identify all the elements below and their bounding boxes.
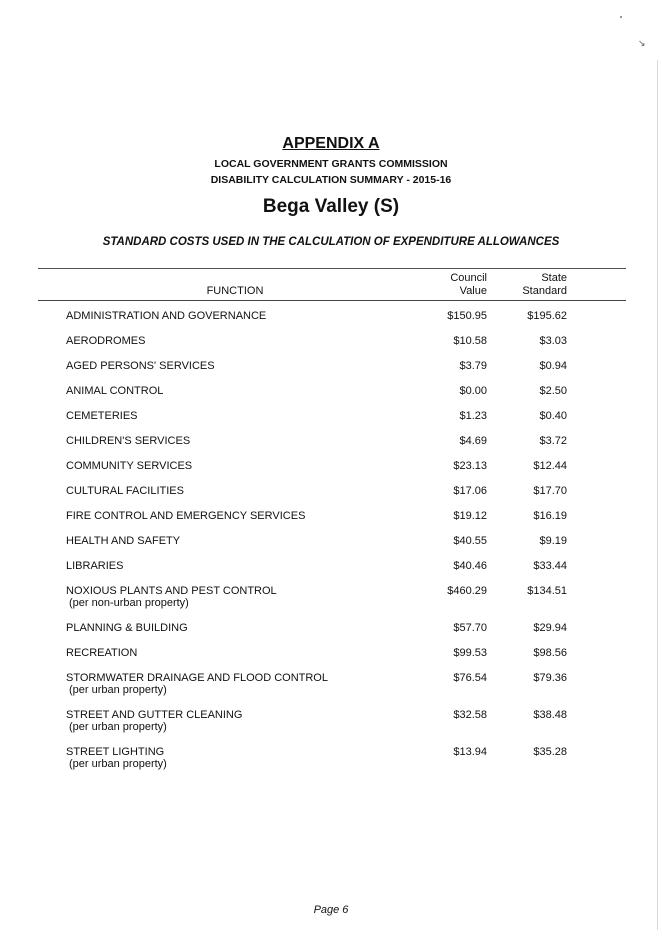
- council-value-cell: $76.54: [453, 672, 487, 684]
- function-name: HEALTH AND SAFETY: [66, 535, 181, 547]
- function-cell: [66, 672, 328, 696]
- table-row: [66, 485, 586, 510]
- table-row: [66, 560, 586, 585]
- table-row: [66, 585, 586, 622]
- council-value-cell: $32.58: [453, 709, 487, 721]
- state-standard-cell: $98.56: [533, 647, 567, 659]
- table-row: [66, 335, 586, 360]
- function-name: ADMINISTRATION AND GOVERNANCE: [66, 310, 267, 322]
- council-value-cell: $10.58: [453, 335, 487, 347]
- column-header-state-line1: State: [541, 272, 567, 284]
- organisation-heading: LOCAL GOVERNMENT GRANTS COMMISSION: [214, 158, 448, 170]
- state-standard-cell: $79.36: [533, 672, 567, 684]
- state-standard-cell: $134.51: [527, 585, 567, 597]
- table-row: [66, 622, 586, 647]
- function-name: CULTURAL FACILITIES: [66, 485, 184, 497]
- function-name: AGED PERSONS' SERVICES: [66, 360, 215, 372]
- appendix-title: APPENDIX A: [282, 135, 380, 152]
- council-value-cell: $23.13: [453, 460, 487, 472]
- calculation-heading: DISABILITY CALCULATION SUMMARY - 2015-16: [210, 174, 452, 186]
- function-cell: [66, 535, 180, 547]
- council-value-cell: $17.06: [453, 485, 487, 497]
- function-name: FIRE CONTROL AND EMERGENCY SERVICES: [66, 510, 306, 522]
- function-cell: [66, 410, 138, 422]
- table-header-rule: [38, 300, 626, 301]
- section-title: STANDARD COSTS USED IN THE CALCULATION OF EXPENDITURE ALLOWANCES: [102, 236, 560, 248]
- cost-table-body: [66, 310, 586, 783]
- council-value-cell: $0.00: [459, 385, 487, 397]
- table-row: [66, 410, 586, 435]
- function-name: PLANNING & BUILDING: [66, 622, 188, 634]
- table-row: [66, 672, 586, 709]
- function-name: LIBRARIES: [66, 560, 124, 572]
- council-value-cell: $57.70: [453, 622, 487, 634]
- council-value-cell: $99.53: [453, 647, 487, 659]
- function-cell: [66, 385, 163, 397]
- function-name: CHILDREN'S SERVICES: [66, 435, 191, 447]
- function-cell: [66, 585, 277, 609]
- function-note: (per urban property): [69, 684, 167, 696]
- column-header-council-value: [420, 272, 487, 298]
- function-cell: [66, 510, 305, 522]
- function-name: ANIMAL CONTROL: [66, 385, 164, 397]
- function-name: AERODROMES: [66, 335, 146, 347]
- page-number: Page 6: [313, 904, 349, 916]
- council-value-cell: $1.23: [459, 410, 487, 422]
- table-row: [66, 709, 586, 746]
- function-note: (per non-urban property): [69, 597, 189, 609]
- column-header-state-standard: [500, 272, 567, 298]
- function-note: (per urban property): [69, 758, 167, 770]
- column-header-council-line2: Value: [459, 285, 487, 297]
- council-value-cell: $4.69: [459, 435, 487, 447]
- council-name: Bega Valley (S): [262, 196, 400, 217]
- function-note: (per urban property): [69, 721, 167, 733]
- function-name: STORMWATER DRAINAGE AND FLOOD CONTROL: [66, 672, 328, 684]
- function-name: NOXIOUS PLANTS AND PEST CONTROL: [66, 585, 277, 597]
- table-row: [66, 310, 586, 335]
- function-name: COMMUNITY SERVICES: [66, 460, 193, 472]
- table-row: [66, 460, 586, 485]
- council-value-cell: $13.94: [453, 746, 487, 758]
- function-cell: [66, 709, 242, 733]
- function-name: STREET AND GUTTER CLEANING: [66, 709, 243, 721]
- state-standard-cell: $9.19: [539, 535, 567, 547]
- table-row: [66, 360, 586, 385]
- function-name: RECREATION: [66, 647, 138, 659]
- table-row: [66, 385, 586, 410]
- function-cell: [66, 435, 190, 447]
- function-cell: [66, 485, 184, 497]
- scan-edge-line: [657, 60, 658, 930]
- function-cell: [66, 310, 266, 322]
- table-top-rule: [38, 268, 626, 269]
- council-value-cell: $150.95: [447, 310, 487, 322]
- function-cell: [66, 746, 167, 770]
- state-standard-cell: $3.03: [539, 335, 567, 347]
- state-standard-cell: $35.28: [533, 746, 567, 758]
- council-value-cell: $40.55: [453, 535, 487, 547]
- column-header-function: FUNCTION: [206, 285, 264, 297]
- state-standard-cell: $33.44: [533, 560, 567, 572]
- function-cell: [66, 622, 188, 634]
- table-row: [66, 535, 586, 560]
- council-value-cell: $19.12: [453, 510, 487, 522]
- scan-speck: [620, 16, 622, 18]
- table-row: [66, 510, 586, 535]
- council-value-cell: $3.79: [459, 360, 487, 372]
- function-cell: [66, 647, 137, 659]
- column-header-state-line2: Standard: [522, 285, 567, 297]
- function-cell: [66, 360, 215, 372]
- state-standard-cell: $0.94: [539, 360, 567, 372]
- state-standard-cell: $0.40: [539, 410, 567, 422]
- column-header-council-line1: Council: [450, 272, 487, 284]
- function-cell: [66, 460, 192, 472]
- function-name: STREET LIGHTING: [66, 746, 165, 758]
- state-standard-cell: $2.50: [539, 385, 567, 397]
- table-row: [66, 746, 586, 783]
- state-standard-cell: $17.70: [533, 485, 567, 497]
- council-value-cell: $460.29: [447, 585, 487, 597]
- state-standard-cell: $195.62: [527, 310, 567, 322]
- council-value-cell: $40.46: [453, 560, 487, 572]
- table-row: [66, 647, 586, 672]
- scan-mark: ↘: [638, 38, 646, 48]
- function-cell: [66, 335, 145, 347]
- function-name: CEMETERIES: [66, 410, 138, 422]
- state-standard-cell: $12.44: [533, 460, 567, 472]
- table-row: [66, 435, 586, 460]
- state-standard-cell: $3.72: [539, 435, 567, 447]
- state-standard-cell: $16.19: [533, 510, 567, 522]
- function-cell: [66, 560, 123, 572]
- state-standard-cell: $38.48: [533, 709, 567, 721]
- state-standard-cell: $29.94: [533, 622, 567, 634]
